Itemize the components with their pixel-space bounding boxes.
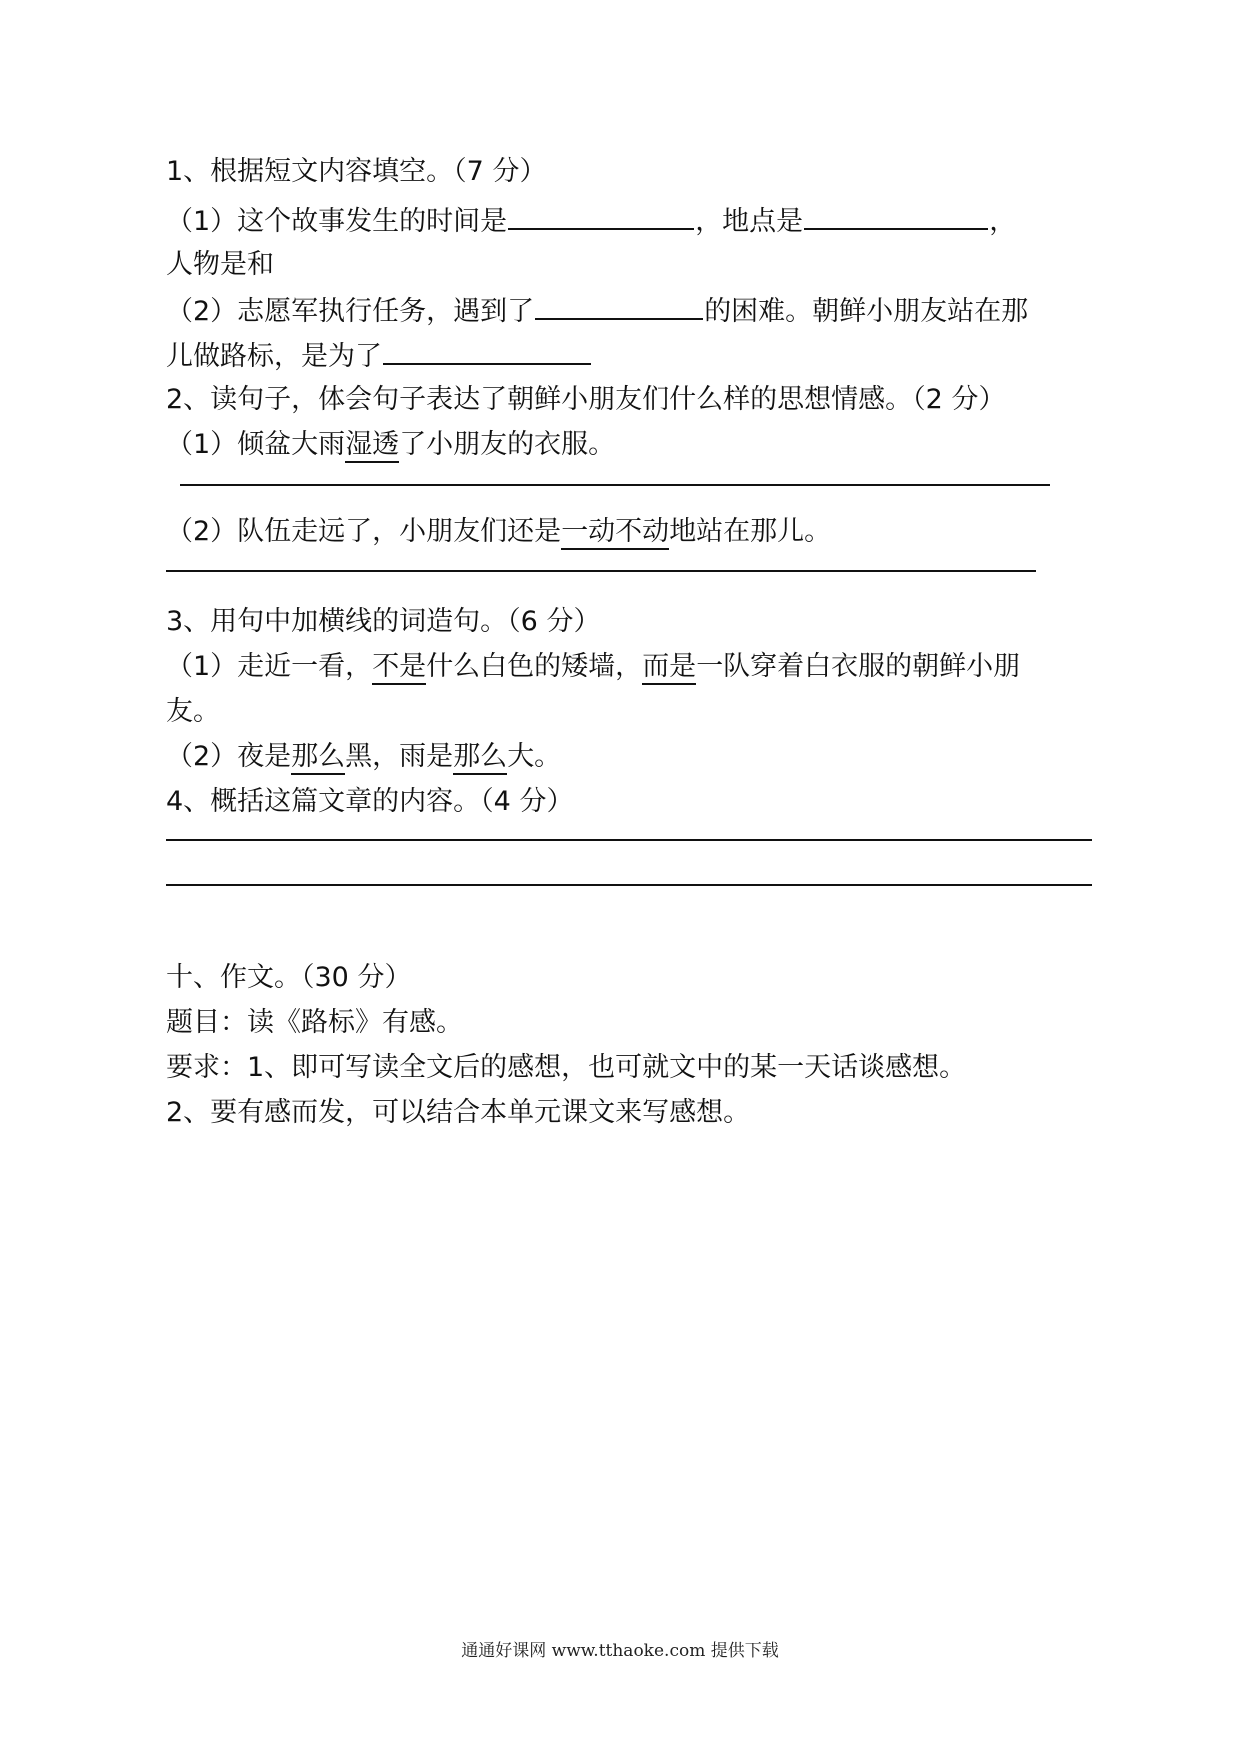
q2-sentence1 [166,425,615,465]
essay-topic: 题目：读《路标》有感。 [166,1007,463,1038]
q3-s2-underlined-1: 那么 [291,741,345,775]
q2-s1-text-a: （1）倾盆大雨 [166,429,346,460]
q2-s1-underlined-word: 湿透 [345,429,399,463]
q2-title: 2、读句子，体会句子表达了朝鲜小朋友们什么样的思想情感。（2 分） [166,384,1006,415]
q1-part2 [166,290,1028,332]
q4-answer-line-1[interactable] [166,839,1092,841]
essay-requirement-1: 要求：1、即可写读全文后的感想，也可就文中的某一天话谈感想。 [166,1052,967,1083]
q3-s1-text-a: （1）走近一看， [166,651,373,682]
q2-s2-text-a: （2）队伍走远了，小朋友们还是 [166,516,562,547]
q2-answer-line-1[interactable] [180,484,1050,486]
q1-part1-cont: 人物是和 [166,249,274,280]
q4-answer-line-2[interactable] [166,884,1092,886]
q3-s2-underlined-2: 那么 [453,741,507,775]
q3-s2-text-c: 大。 [507,741,562,772]
q2-sentence2 [166,512,831,552]
q1-purpose-blank[interactable] [383,335,591,365]
q1-part1 [166,200,1016,242]
essay-title: 十、作文。（30 分） [166,962,412,993]
q1-p1-text-b: ，地点是 [695,206,804,237]
q3-title: 3、用句中加横线的词造句。（6 分） [166,606,601,637]
q3-sentence1 [166,647,1020,687]
q1-p1-text-a: （1）这个故事发生的时间是 [166,206,508,237]
q1-p2-text-c: 儿做路标，是为了 [166,341,382,372]
q3-s2-text-b: 黑，雨是 [345,741,454,772]
q2-s1-text-b: 了小朋友的衣服。 [399,429,616,460]
q1-time-blank[interactable] [508,200,694,230]
q1-p1-text-c: ， [989,206,1017,237]
q4-title: 4、概括这篇文章的内容。（4 分） [166,786,574,817]
q1-difficulty-blank[interactable] [535,290,703,320]
q2-s2-text-b: 地站在那儿。 [669,516,832,547]
q3-sentence2 [166,737,561,777]
q1-p2-text-b: 的困难。朝鲜小朋友站在那 [704,296,1029,327]
q3-sentence1-cont: 友。 [166,696,220,727]
q1-p2-text-a: （2）志愿军执行任务，遇到了 [166,296,535,327]
q3-s1-text-b: 什么白色的矮墙， [426,651,643,682]
q1-title: 1、根据短文内容填空。（7 分） [166,156,547,187]
q1-place-blank[interactable] [804,200,988,230]
q3-s2-text-a: （2）夜是 [166,741,292,772]
q1-part2-cont [166,335,592,377]
essay-requirement-2: 2、要有感而发，可以结合本单元课文来写感想。 [166,1097,751,1128]
q3-s1-underlined-2: 而是 [642,651,696,685]
footer-credit: 通通好课网 www.tthaoke.com 提供下载 [461,1641,779,1661]
q2-s2-underlined-word: 一动不动 [561,516,669,550]
q3-s1-text-c: 一队穿着白衣服的朝鲜小朋 [696,651,1021,682]
q2-answer-line-2[interactable] [166,570,1036,572]
q3-s1-underlined-1: 不是 [372,651,426,685]
